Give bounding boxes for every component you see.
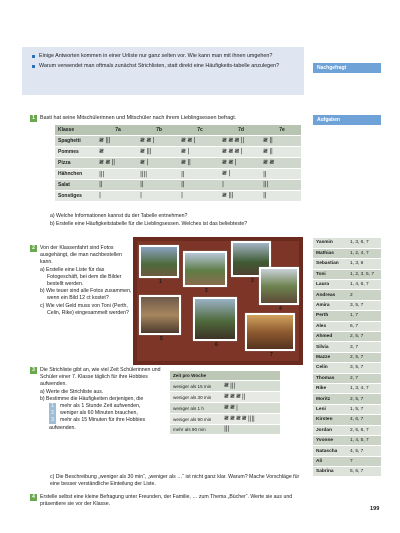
task3-number: 3: [30, 367, 37, 374]
table-row: [313, 300, 381, 310]
row-label: Spaghetti: [55, 136, 96, 147]
photo-7: [245, 313, 295, 358]
tally-cell: 𝍸 ||: [260, 136, 301, 147]
task4-text: Erstelle selbst eine kleine Befragung unter Freunden, der Familie, … zum Thema „Bücher“. Werte sie aus und präsentiere sie vor der Klasse.: [40, 494, 293, 508]
photo-number: 1: [159, 279, 162, 285]
header-cell: Klasse: [55, 125, 96, 136]
table-row: [55, 158, 301, 169]
page-number: 199: [370, 506, 380, 512]
photo-numbers: 1, 4, 6, 7: [347, 280, 381, 290]
photo-number: 4: [279, 306, 282, 312]
photo-orders-table: [313, 238, 381, 477]
student-name: Kirsten: [313, 415, 347, 425]
item-badge: 1: [49, 403, 56, 410]
student-name: Amira: [313, 300, 347, 310]
tally-cell: ||: [137, 180, 178, 191]
tally-cell: 𝍸 |: [178, 147, 219, 158]
tally-cell: 𝍸 𝍸 𝍸 ||: [221, 392, 280, 403]
row-label: Pommes: [55, 147, 96, 158]
photo-numbers: 3, 7: [347, 342, 381, 352]
tally-cell: 𝍸 𝍸 𝍸 |: [219, 147, 260, 158]
table-row: [313, 311, 381, 321]
photo-numbers: 1, 3, 6: [347, 259, 381, 269]
student-name: Jordan: [313, 425, 347, 435]
tab-rule: [313, 72, 381, 73]
tally-cell: ||: [260, 190, 301, 201]
task3-item: [40, 403, 168, 410]
photo-numbers: 1, 3, 6, 7: [347, 238, 381, 248]
table-row: [313, 363, 381, 373]
table-row: [55, 169, 301, 180]
table-row: [170, 392, 280, 403]
task1-question-b: b) Erstelle eine Häufigkeitstabelle für die Lieblingsessen. Welches ist das beliebteste?: [50, 221, 248, 227]
table-row: [313, 394, 381, 404]
header-cell: 7d: [219, 125, 260, 136]
photo-board: [133, 237, 303, 365]
row-label: weniger als 1 h: [170, 403, 221, 414]
photo-6: [193, 297, 237, 348]
photo-numbers: 3, 5, 7: [347, 300, 381, 310]
tally-cell: 𝍸: [96, 147, 137, 158]
tally-cell: |: [178, 190, 219, 201]
tally-cell: 𝍸 ||: [260, 147, 301, 158]
tally-cell: |: [219, 180, 260, 191]
task3-question-b: b) Bestimme die Häufigkeiten derjenigen, die: [40, 395, 144, 402]
task3-block: [32, 367, 168, 432]
task1-heading: [32, 115, 237, 122]
photo-numbers: 1, 7: [347, 311, 381, 321]
table-row: [313, 373, 381, 383]
table-row: [55, 147, 301, 158]
student-name: Silvia: [313, 342, 347, 352]
table-row: [313, 259, 381, 269]
photo-number: 3: [251, 278, 254, 284]
header-cell: 7e: [260, 125, 301, 136]
row-label: Sonstiges: [55, 190, 96, 201]
tally-cell: 𝍸 |||: [137, 147, 178, 158]
photo-numbers: 1, 3, 4, 7: [347, 383, 381, 393]
table-row: [313, 269, 381, 279]
photo-numbers: 7: [347, 456, 381, 466]
tally-cell: 𝍸 𝍸 |: [178, 136, 219, 147]
student-name: Moritz: [313, 394, 347, 404]
photo-number: 6: [215, 342, 218, 348]
table-row: [55, 136, 301, 147]
photo-number: 5: [160, 336, 163, 342]
table-row: [170, 414, 280, 425]
tally-cell: ||: [178, 169, 219, 180]
task1-question-a: a) Welche Informationen kannst du der Tabelle entnehmen?: [50, 213, 188, 219]
tally-cell: ||: [260, 169, 301, 180]
table-row: [170, 403, 280, 414]
row-label: Pizza: [55, 158, 96, 169]
header-cell: Zeit pro Woche: [170, 371, 221, 381]
student-name: Natascha: [313, 446, 347, 456]
tally-cell: 𝍸 𝍸 |: [219, 158, 260, 169]
task2-question-c: c) Wie viel Geld muss von Toni (Perth, Celin, Rike) eingesammelt werden?: [40, 302, 129, 316]
table-row: [313, 467, 381, 477]
task2-block: [32, 245, 132, 317]
tally-cell: ||: [96, 180, 137, 191]
tally-cell: ||||: [137, 169, 178, 180]
student-name: Sabrina: [313, 467, 347, 477]
row-label: mehr als 90 min: [170, 425, 221, 435]
table-row: [313, 446, 381, 456]
tally-cell: 𝍸 ||: [178, 158, 219, 169]
tab-aufgaben: Aufgaben: [313, 115, 381, 124]
intro-bullet: Einige Antworten kommen in einer Urliste nur ganz selten vor. Wie kann man mit ihnen umgehen?: [32, 53, 296, 60]
time-tally-table: [170, 371, 280, 435]
table-row: [313, 352, 381, 362]
student-name: Rike: [313, 383, 347, 393]
photo-numbers: 2, 5, 7: [347, 352, 381, 362]
photo-numbers: 2, 5, 7: [347, 394, 381, 404]
photo-numbers: 1, 5, 7: [347, 404, 381, 414]
names-body: [313, 238, 381, 477]
student-name: Yvonne: [313, 435, 347, 445]
tally-cell: 𝍸 |||: [221, 381, 280, 392]
photo-numbers: 3, 5, 7: [347, 363, 381, 373]
item-text: weniger als 60 Minuten brauchen,: [60, 410, 138, 417]
table-row: [55, 180, 301, 191]
table-row: [313, 435, 381, 445]
tally-cell: 𝍸 𝍸: [260, 158, 301, 169]
tally-cell: 𝍸 𝍸 ||: [96, 158, 137, 169]
student-name: Mazze: [313, 352, 347, 362]
photo-numbers: 6, 7: [347, 321, 381, 331]
table-row: [313, 456, 381, 466]
photo-numbers: 1, 2, 3, 5, 7: [347, 269, 381, 279]
tally-cell: 𝍸 |||: [96, 136, 137, 147]
tally-cell: 𝍸 |||: [219, 190, 260, 201]
table-row: [313, 290, 381, 300]
student-name: Perth: [313, 311, 347, 321]
table-row: [313, 404, 381, 414]
tally-cell: 𝍸 |: [137, 158, 178, 169]
student-name: Leni: [313, 404, 347, 414]
table-row: [313, 248, 381, 258]
row-label: Hähnchen: [55, 169, 96, 180]
tally-cell: |: [96, 190, 137, 201]
photo-1: [139, 245, 179, 285]
student-name: Yasmin: [313, 238, 347, 248]
tally-cell: ||: [178, 180, 219, 191]
photo-numbers: 2: [347, 290, 381, 300]
tally-cell: |: [137, 190, 178, 201]
student-name: Thomas: [313, 373, 347, 383]
item-badge: 2: [49, 410, 56, 417]
tally-cell: 𝍸 |: [219, 169, 260, 180]
student-name: Toni: [313, 269, 347, 279]
task2-question-b: b) Wie teuer sind alle Fotos zusammen, wenn ein Bild 12 ct kostet?: [40, 288, 132, 302]
task1-heading-text: Basti hat seine Mitschülerinnen und Mitschüler nach ihrem Lieblingsessen befragt.: [40, 115, 237, 121]
photo-numbers: 5, 6, 7: [347, 467, 381, 477]
task2-number: 2: [30, 245, 37, 252]
student-name: Celin: [313, 363, 347, 373]
tally-cell: 𝍸 𝍸 |: [137, 136, 178, 147]
tally-cell: |||: [260, 180, 301, 191]
item-badge: 3: [49, 417, 56, 424]
student-name: Ali: [313, 456, 347, 466]
task3-intro: Die Strichliste gibt an, wie viel Zeit Schülerinnen und Schüler einer 7. Klasse täglich für ihre Hobbies aufwenden.: [40, 367, 161, 388]
photo-2: [183, 251, 227, 294]
table-row: [313, 342, 381, 352]
row-label: weniger als 15 min: [170, 381, 221, 392]
item-text: mehr als 1 Stunde Zeit aufwenden,: [60, 403, 141, 410]
table-row: [313, 332, 381, 342]
intro-bullet: Warum verwendet man oftmals zunächst Strichlisten, statt direkt eine Häufigkeits-tabelle anzulegen?: [32, 63, 296, 70]
student-name: Andreas: [313, 290, 347, 300]
header-cell: 7b: [137, 125, 178, 136]
photo-numbers: 1, 2, 4, 7: [347, 248, 381, 258]
food-tally-table: [55, 125, 301, 202]
row-label: Salat: [55, 180, 96, 191]
item-text: mehr als 15 Minuten für ihre Hobbies aufwenden.: [49, 417, 146, 431]
photo-5: [139, 295, 181, 342]
table-header-row: [170, 371, 280, 381]
header-cell: [221, 371, 280, 381]
intro-box: [22, 47, 304, 95]
tally-cell: |||: [221, 425, 280, 435]
task4-block: [32, 494, 300, 508]
task3-question-a: a) Werte die Strichliste aus.: [40, 388, 104, 395]
header-cell: 7a: [96, 125, 137, 136]
tally-cell: 𝍸 𝍸 𝍸 ||: [219, 136, 260, 147]
tab-rule: [313, 124, 381, 125]
tab-nachgefragt: Nachgefragt: [313, 63, 381, 72]
table-row: [313, 238, 381, 248]
table-header-row: [55, 125, 301, 136]
table-row: [170, 425, 280, 435]
student-name: Alex: [313, 321, 347, 331]
student-name: Laura: [313, 280, 347, 290]
student-name: Mathias: [313, 248, 347, 258]
photo-numbers: 1, 4, 5, 7: [347, 435, 381, 445]
table-row: [313, 425, 381, 435]
tally-cell: 𝍸 𝍸 𝍸 𝍸 ||||: [221, 414, 280, 425]
task2-question-a: a) Erstelle eine Liste für das Fotogeschäft, bei dem die Bilder bestellt werden.: [40, 266, 122, 288]
task3-item: [40, 417, 168, 431]
table-row: [313, 280, 381, 290]
photo-numbers: 4, 6, 7: [347, 415, 381, 425]
task4-number: 4: [30, 494, 37, 501]
table-row: [170, 381, 280, 392]
header-cell: 7c: [178, 125, 219, 136]
tally-cell: 𝍸 𝍸 |: [221, 403, 280, 414]
table-row: [55, 190, 301, 201]
row-label: weniger als 90 min: [170, 414, 221, 425]
photo-numbers: 2, 7: [347, 373, 381, 383]
table-row: [313, 415, 381, 425]
photo-4: [259, 267, 299, 312]
photo-numbers: 2, 5, 6, 7: [347, 425, 381, 435]
task2-intro: Von der Klassenfahrt sind Fotos ausgehängt, die man nachbestellen kann.: [40, 245, 122, 266]
photo-number: 2: [205, 288, 208, 294]
task3-item: [40, 410, 168, 417]
photo-number: 7: [270, 352, 273, 358]
student-name: Ahmed: [313, 332, 347, 342]
row-label: weniger als 30 min: [170, 392, 221, 403]
table-row: [313, 383, 381, 393]
task1-number: 1: [30, 115, 37, 122]
task3-question-c: c) Die Beschreibung „weniger als 30 min“, „weniger als …“ ist nicht ganz klar. Warum? Mache Vorschläge für eine besser verständliche Einteilung der Liste.: [50, 474, 300, 488]
photo-numbers: 2, 5, 7: [347, 332, 381, 342]
tally-cell: |||: [96, 169, 137, 180]
photo-numbers: 4, 5, 7: [347, 446, 381, 456]
table-row: [313, 321, 381, 331]
student-name: Sebastian: [313, 259, 347, 269]
